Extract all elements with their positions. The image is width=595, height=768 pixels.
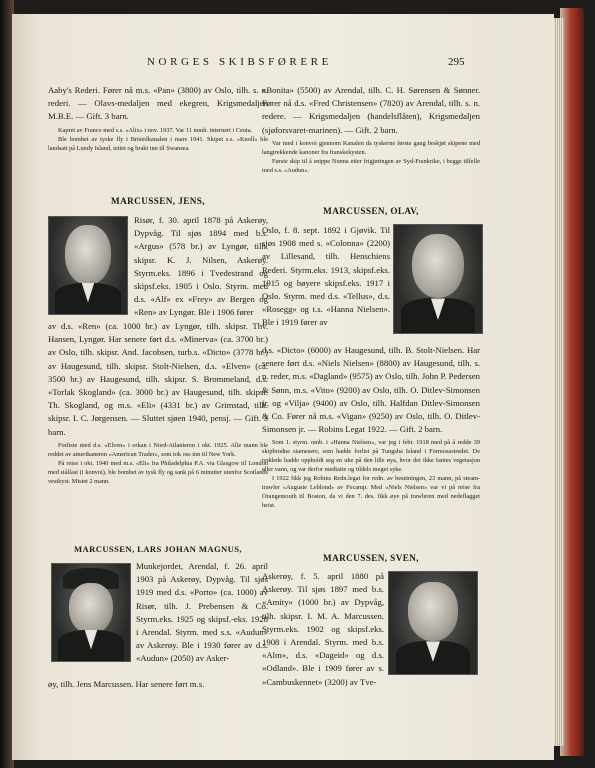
entry-name-jens: MARCUSSEN, JENS, (111, 196, 205, 206)
entry-text-sven-wrap: Askerøy, f. 5. april 1880 på Askerøy. Til sjøs 1897 med b.s. «Amity» (1000 br.) av Dypvåg, tilh. skipsr. I. M. A. Marcussen. Styrm.eks. 1902 og skipsf.eks. 1908 i Arendal. Styrm. med b.s. «Alm», d.s. «Dageid» og d.s. «Odland». Ble i 1909 fører av s. «Cambuskennet» (3200) av Tve- (262, 571, 384, 687)
entry-note: Var med i konvoi gjennom Kanalen da tyskerne første gang beskjøt skipene med langtrekkende kanoner fra franskekysten. Første skip til å snippe Nunna etter frigjøringen av Syd-Frankrike, i begge tilfelle med s.s. «Audun». (262, 139, 480, 174)
entry-paragraph: «Bonita» (5500) av Arendal, tilh. C. H. Sørensen & Sønner. Fører nå d.s. «Fred Christensen» (7820) av Arendal, tilh. s. n. redere. — Krigsmedaljen (handelsflåten), Krigsmedaljen (sjøforsvaret-marinen). — Gift. 2 barn. (262, 85, 480, 135)
portrait-photo-olav (393, 224, 483, 334)
entry-text-olav-wrap: Oslo, f. 8. sept. 1892 i Gjøvik. Til sjøs 1908 med s. «Colonna» (2200) av Lillesand, tilh. Henschiens Rederi. Styrm.eks. 1913, skipsf.eks. 1915 og høyere skipsf.eks. 1917 i Oslo. Styrm. med d.s. «Tellus», d.s. «Rosegg» og t.s. «Hanna Nielsen». Ble i 1919 fører av (262, 225, 390, 328)
entry-paragraph: Aaby's Rederi. Fører nå m.s. «Pan» (3800) av Oslo, tilh. s. n. rederi. — Olavs-medaljen med ekegren, Krigsmedaljen M.B.E. — Gift. 3 barn. (48, 85, 268, 122)
entry-text-olav: d.s. «Dicto» (6000) av Haugesund, tilh. B. Stolt-Nielsen. Har senere ført d.s. «Niels Nielsen» (8800) av Haugesund, tilh. s. n. reder, m.s. «Dagland» (9575) av Oslo, tilh. John P. Pedersen & Sønn, m.s. «Vito» (9200) av Oslo, tilh. O. Ditlev-Simonsen jr. og «Vilja» (9400) av Oslo, tilh. Halfdan Ditlev-Simonsen & Co. Fører nå m.s. «Vigan» (9250) av Oslo, tilh. O. Ditlev-Simonsen jr. — Robins Legat 1922. — Gift. 2 barn. Som 1. styrm. omb. i «Hanna Nielsen», var jeg i febr. 1918 med på å redde 39 skipbrudne siamesere, som hadde forlist på Tungsha Island i Formosastredet. De reddede hadde oppholdt seg en uke på den lille øya, hvor det ikke fantes vegetasjon eller vann, og var derfor medtatte og tildels meget syke. I 1922 fikk jeg Robins Redn.legat for redn. av besetningen, 23 mann, på steam-trawler «Auguste Leblond» av Fecamp. Med «Niels Nielsen» var vi på reise fra Orangemouth til Boston, da vi den 7. des. fikk øye på trawleren med nedeflagget heist. (262, 345, 481, 510)
entry-text-lars: øy, tilh. Jens Marcussen. Har senere ført m.s. (48, 679, 205, 689)
entry-note-jens: Forliste med d.s. «Elven» i orkan i Nord-Atlanteren i okt. 1925. Alle mann ble reddet av amerikaneren «American Trader», som tok oss inn til New York. På reise i okt. 1940 med m.s. «Eli» fra Philadelphia P.A. via Glasgow til London med stållast (i konvoi), ble bombet av tysk fly og sank på 6 minutter utenfor Scotlands vestkyst. Mistet 2 mann. (48, 441, 268, 485)
portrait-photo-jens (48, 216, 128, 315)
portrait-photo-sven (388, 571, 478, 675)
page-number: 295 (448, 56, 465, 68)
right-top-entry (262, 84, 480, 175)
entry-name-sven: MARCUSSEN, SVEN, (323, 553, 419, 563)
entry-text-jens-wrap: Risør, f. 30. april 1878 på Askerøy, Dypvåg. Til sjøs 1894 med b.s. «Argus» (578 br.) av Lyngør, tilh. skipsr. K. J. Nilsen, Askerøy. Styrm.eks. 1896 i Tvedestrand og skipsf.eks. 1905 i Oslo. Styrm. med d.s. «Alf» ex «Frey» av Bergen og «Ren» av Lyngør. Ble i 1906 fører (134, 215, 268, 318)
entry-text-lars-wrap: Munkejordet, Arendal, f. 26. april 1903 på Askerøy, Dypvåg. Til sjøs 1919 med d.s. «Porto» (ca. 1000) av Risør, tilh. J. Prebensen & Co. Styrm.eks. 1925 og skipsf.-eks. 1928 i Arendal. Styrm. med s.s. «Audun» av Askerøy. Ble i 1930 fører av d.s. «Audun» (2050) av Asker- (136, 561, 268, 664)
running-header: NORGES SKIBSFØRERE (147, 56, 332, 68)
entry-text-jens: av d.s. «Ren» (ca. 1000 br.) av Lyngør, tilh. skipsr. Thv. Hansen, Lyngør. Har senere ført d.s. «Minerva» (ca. 3700 br.) av Oslo, tilh. skipsr. And. Jacobsen, turb.s. «Dicto» (3778 br.) av Haugesund, tilh. skipsr. Stolt-Nielsen, d.s. «Elven» (ca. 3500 br.) av Haugesund, tilh. skipsr. S. Brommeland, d.s. «Torlak Skogland» (ca. 3000 br.) av Haugesund, tilh. skipsr. Th. Skogland, og m.s. «Eli» (4331 br.) av Grimstad, tilh. skipsr. I. C. Jørgensen. — Sluttet sjøen 1940, pensj. — Gift. 3 barn. Forliste med d.s. «Elven» i orkan i Nord-Atlanteren i okt. 1925. Alle mann ble reddet av amerikaneren «American Trader», som tok oss inn til New York. På reise i okt. 1940 med m.s. «Eli» fra Philadelphia P.A. via Glasgow til London med stållast (i konvoi), ble bombet av tysk fly og sank på 6 minutter utenfor Scotlands vestkyst. Mistet 2 mann. (48, 321, 268, 485)
entry-note-olav: Som 1. styrm. omb. i «Hanna Nielsen», var jeg i febr. 1918 med på å redde 39 skipbrudne siamesere, som hadde forlist på Tungsha Island i Formosastredet. De reddede hadde oppholdt seg en uke på den lille øya, hvor det ikke fantes vegetasjon eller vann, og var derfor medtatte og tildels meget syke. I 1922 fikk jeg Robins Redn.legat for redn. av besetningen, 23 mann, på steam-trawler «Auguste Leblond» av Fecamp. Med «Niels Nielsen» var vi på reise fra Orangemouth til Boston, da vi den 7. des. fikk øye på trawleren med nedeflagget heist. (262, 439, 480, 510)
portrait-photo-lars (51, 563, 131, 662)
left-top-entry (48, 84, 268, 153)
entry-name-lars: MARCUSSEN, LARS JOHAN MAGNUS, (74, 544, 242, 554)
entry-note: Kapret av Franco med s.s. «Alix» i nov. 1937. Var 11 mndr. internert i Ceuta. Ble bombet av tyske fly i Bristolkanalen i mars 1941. Skipet s.s. «Knoll» ble landsatt på Lundy Island, tettet og brakt inn til Swansea. (48, 126, 268, 152)
entry-name-olav: MARCUSSEN, OLAV, (323, 206, 419, 216)
